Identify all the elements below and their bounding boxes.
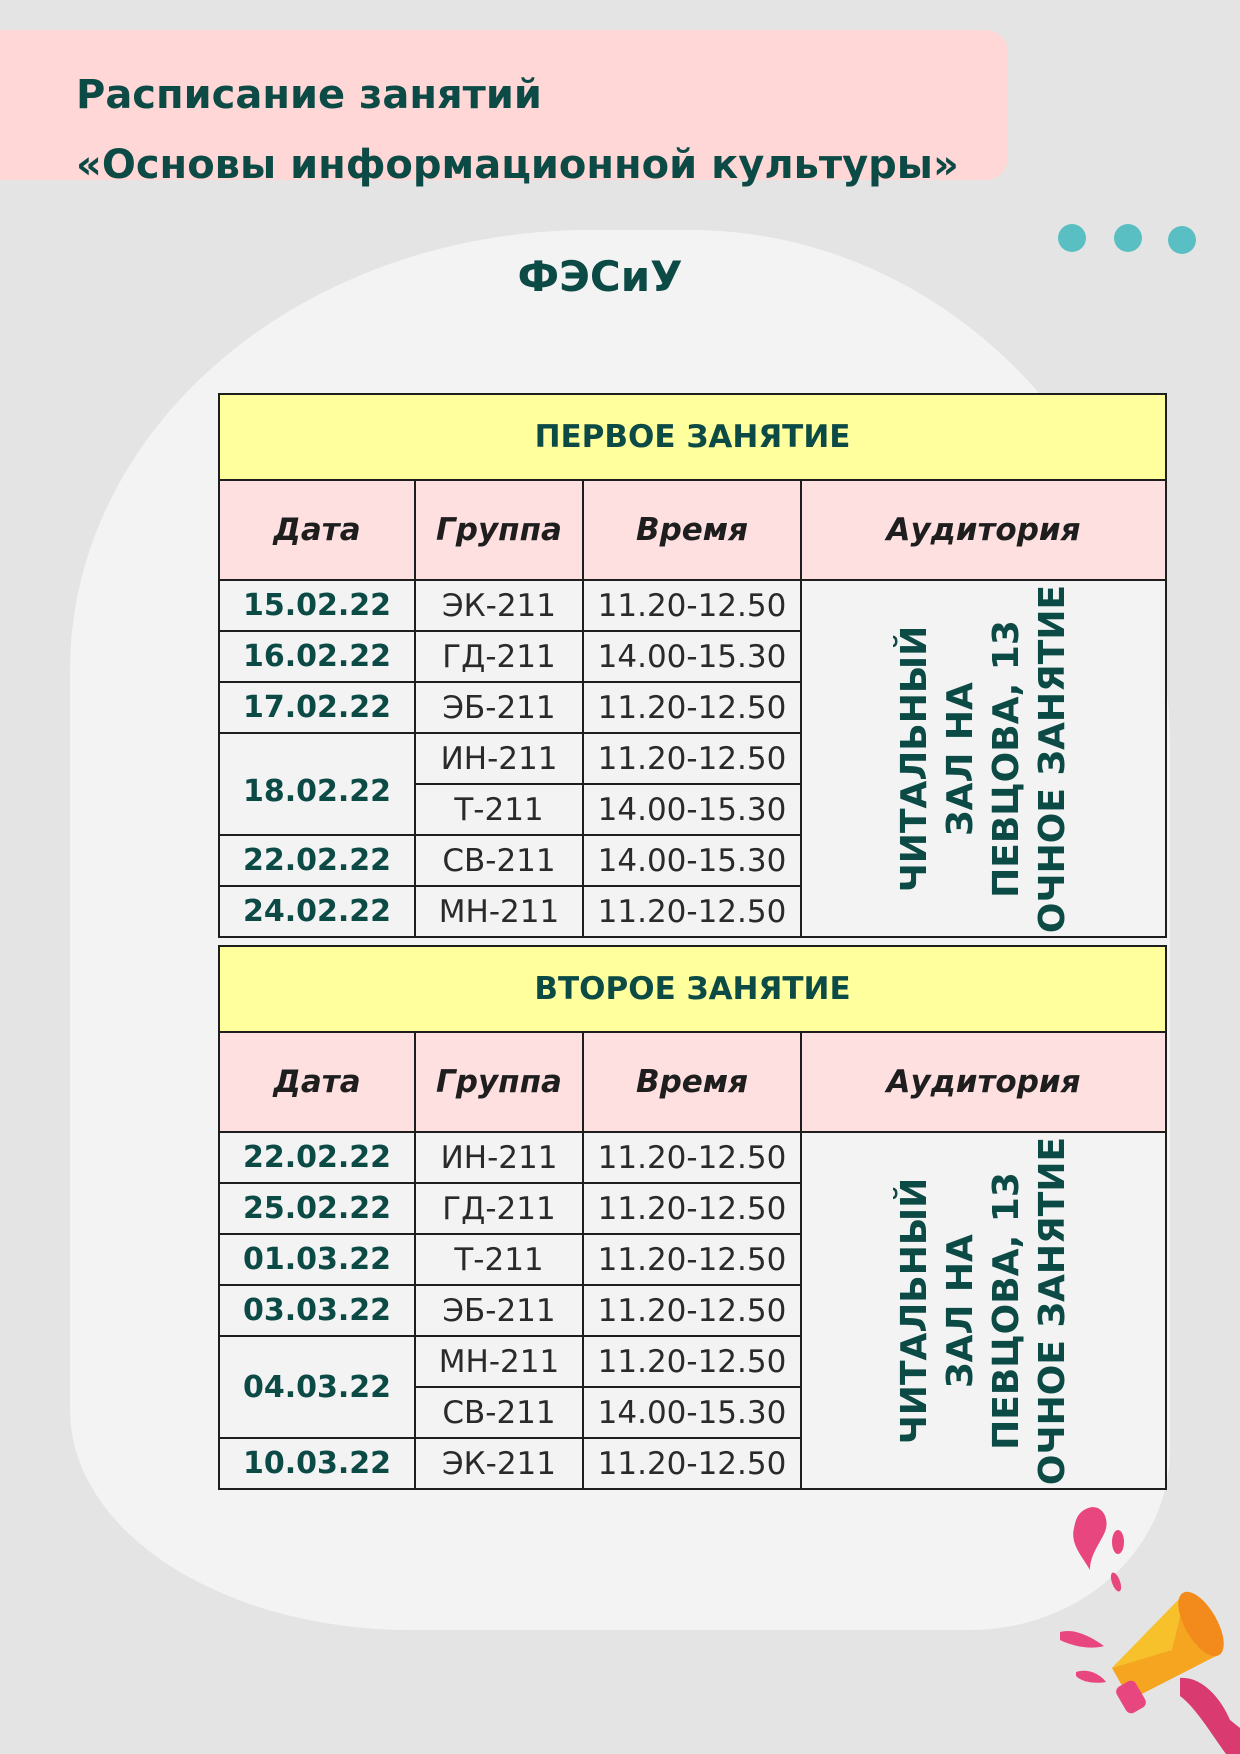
date-cell: 17.02.22 (219, 682, 415, 733)
column-header-group: Группа (415, 480, 583, 580)
column-header-group: Группа (415, 1032, 583, 1132)
date-cell: 04.03.22 (219, 1336, 415, 1438)
date-cell: 01.03.22 (219, 1234, 415, 1285)
schedule-table-second (218, 945, 1167, 1490)
group-cell: ЭБ-211 (415, 1285, 583, 1336)
group-cell: ИН-211 (415, 1132, 583, 1183)
time-cell: 14.00-15.30 (583, 631, 801, 682)
time-cell: 14.00-15.30 (583, 1387, 801, 1438)
group-cell: ГД-211 (415, 631, 583, 682)
column-header-date: Дата (219, 1032, 415, 1132)
group-cell: СВ-211 (415, 835, 583, 886)
time-cell: 14.00-15.30 (583, 784, 801, 835)
time-cell: 11.20-12.50 (583, 733, 801, 784)
title-banner (0, 30, 1008, 188)
table-row (219, 580, 1166, 631)
date-cell: 16.02.22 (219, 631, 415, 682)
session-title: ВТОРОЕ ЗАНЯТИЕ (219, 946, 1166, 1032)
column-header-room: Аудитория (801, 1032, 1166, 1132)
date-cell: 22.02.22 (219, 835, 415, 886)
group-cell: МН-211 (415, 886, 583, 937)
time-cell: 11.20-12.50 (583, 682, 801, 733)
group-cell: МН-211 (415, 1336, 583, 1387)
group-cell: СВ-211 (415, 1387, 583, 1438)
time-cell: 11.20-12.50 (583, 886, 801, 937)
date-cell: 10.03.22 (219, 1438, 415, 1489)
megaphone-icon (1060, 1500, 1240, 1754)
schedule-table-first (218, 393, 1167, 938)
group-cell: Т-211 (415, 784, 583, 835)
date-cell: 15.02.22 (219, 580, 415, 631)
column-header-time: Время (583, 1032, 801, 1132)
date-cell: 03.03.22 (219, 1285, 415, 1336)
time-cell: 14.00-15.30 (583, 835, 801, 886)
group-cell: ГД-211 (415, 1183, 583, 1234)
time-cell: 11.20-12.50 (583, 1438, 801, 1489)
time-cell: 11.20-12.50 (583, 1285, 801, 1336)
time-cell: 11.20-12.50 (583, 1336, 801, 1387)
group-cell: ИН-211 (415, 733, 583, 784)
time-cell: 11.20-12.50 (583, 1183, 801, 1234)
room-cell (801, 1132, 1166, 1489)
group-cell: ЭК-211 (415, 1438, 583, 1489)
page-title-line-2: «Основы информационной культуры» (76, 142, 959, 188)
date-cell: 24.02.22 (219, 886, 415, 937)
page-title-line-1: Расписание занятий (76, 72, 542, 118)
room-cell (801, 580, 1166, 937)
date-cell: 18.02.22 (219, 733, 415, 835)
time-cell: 11.20-12.50 (583, 1132, 801, 1183)
room-text: ЧИТАЛЬНЫЙ ЗАЛ НА ПЕВЦОВА, 13 ОЧНОЕ ЗАНЯТИЕ (893, 1136, 1073, 1485)
session-title: ПЕРВОЕ ЗАНЯТИЕ (219, 394, 1166, 480)
room-text: ЧИТАЛЬНЫЙ ЗАЛ НА ПЕВЦОВА, 13 ОЧНОЕ ЗАНЯТИЕ (893, 584, 1073, 933)
table-row (219, 1132, 1166, 1183)
date-cell: 22.02.22 (219, 1132, 415, 1183)
group-cell: Т-211 (415, 1234, 583, 1285)
group-cell: ЭК-211 (415, 580, 583, 631)
time-cell: 11.20-12.50 (583, 580, 801, 631)
column-header-time: Время (583, 480, 801, 580)
faculty-title: ФЭСиУ (517, 252, 683, 301)
column-header-date: Дата (219, 480, 415, 580)
date-cell: 25.02.22 (219, 1183, 415, 1234)
time-cell: 11.20-12.50 (583, 1234, 801, 1285)
column-header-room: Аудитория (801, 480, 1166, 580)
group-cell: ЭБ-211 (415, 682, 583, 733)
